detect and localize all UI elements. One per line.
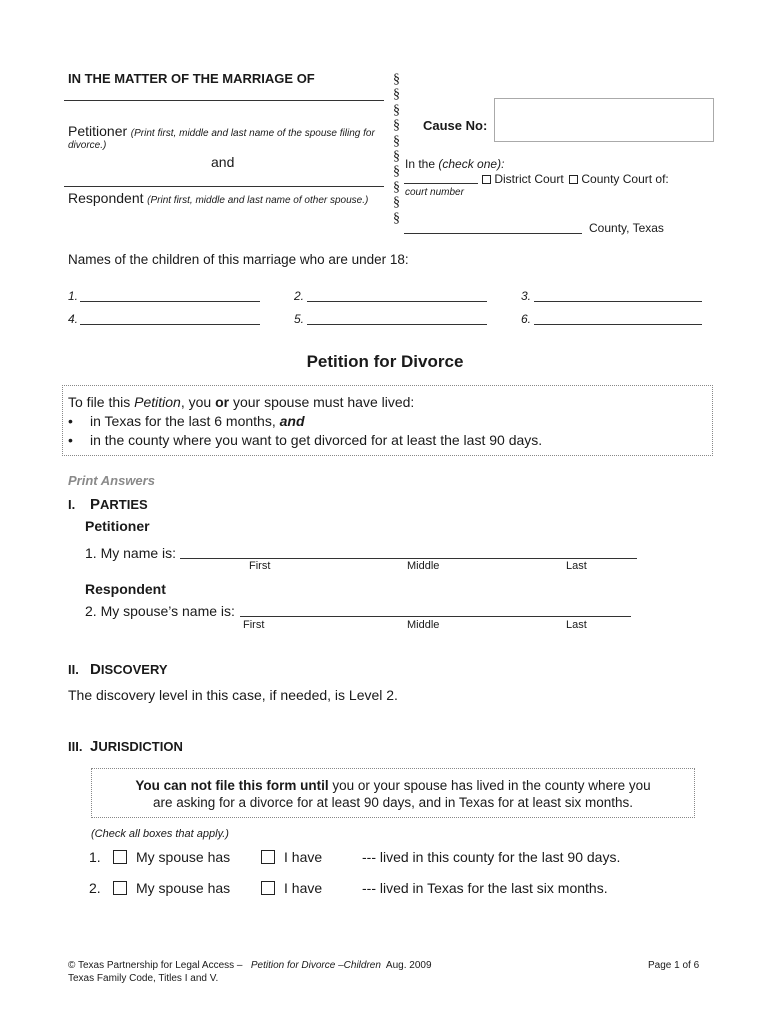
last-label: Last <box>566 560 587 572</box>
section-mark: § <box>393 210 400 226</box>
section-mark: § <box>393 87 400 103</box>
notice-and-word: and <box>279 413 305 429</box>
spouse-has-label: My spouse has <box>136 880 231 896</box>
section-mark: § <box>393 133 400 149</box>
my-name-line[interactable] <box>180 558 637 559</box>
notice-text: your spouse must have lived: <box>229 394 415 410</box>
respondent-label: Respondent <box>68 190 144 206</box>
petitioner-label: Petitioner <box>68 123 128 139</box>
in-the-text: In the <box>405 157 436 171</box>
court-number-label: court number <box>405 187 464 198</box>
my-name-label: 1. My name is: <box>85 545 177 561</box>
bullet-icon: • <box>68 432 73 448</box>
spouse-texas-checkbox[interactable] <box>113 881 127 896</box>
notice-text: To file this <box>68 394 135 410</box>
warning-line2: are asking for a divorce for at least 90 days, and in Texas for at least six months. <box>153 795 633 810</box>
notice-text: , you <box>180 394 216 410</box>
footer-line1 <box>68 960 432 971</box>
child-number: 6. <box>521 312 532 326</box>
i-texas-checkbox[interactable] <box>261 881 275 896</box>
cause-no-label: Cause No: <box>423 118 488 133</box>
bullet-icon: • <box>68 413 73 429</box>
respondent-heading: Respondent <box>85 581 166 597</box>
notice-line1 <box>68 394 414 410</box>
section-mark: § <box>393 149 400 165</box>
jurisdiction-row-number: 2. <box>89 880 101 896</box>
district-court-checkbox[interactable] <box>482 175 491 184</box>
respondent-label-row <box>68 190 368 206</box>
section-mark: § <box>393 195 400 211</box>
check-all-note: (Check all boxes that apply.) <box>91 828 229 840</box>
child-name-line[interactable] <box>80 324 260 325</box>
heading-rest: ARTIES <box>100 497 148 512</box>
and-text: and <box>211 154 235 170</box>
page-title: Petition for Divorce <box>306 352 464 371</box>
footer-code: Texas Family Code, Titles I and V. <box>68 973 219 984</box>
print-answers-label: Print Answers <box>68 473 155 488</box>
parties-heading <box>68 496 148 513</box>
matter-title: IN THE MATTER OF THE MARRIAGE OF <box>68 71 315 86</box>
warning-line1 <box>91 778 695 793</box>
section-mark: § <box>393 102 400 118</box>
footer-date: Aug. 2009 <box>385 960 432 971</box>
petitioner-hint: (Print first, middle and last name of the spouse filing for <box>130 128 375 139</box>
middle-label: Middle <box>407 619 440 631</box>
petitioner-label-row <box>68 123 375 139</box>
section-numeral: III. <box>68 739 83 754</box>
section-numeral: I. <box>68 497 76 512</box>
notice-or-word: or <box>215 394 230 410</box>
first-label: First <box>243 619 265 631</box>
jurisdiction-warning-box <box>91 768 695 818</box>
middle-label: Middle <box>407 560 440 572</box>
spouse-has-label: My spouse has <box>136 849 231 865</box>
child-number: 3. <box>521 289 532 303</box>
jurisdiction-heading <box>68 738 183 755</box>
section-numeral: II. <box>68 662 79 677</box>
child-name-line[interactable] <box>307 324 487 325</box>
warning-bold-text: You can not file this form until <box>135 778 329 793</box>
in-the-row <box>405 157 504 171</box>
county-texas-label: County, Texas <box>589 221 664 235</box>
i-have-label: I have <box>284 880 323 896</box>
section-mark: § <box>393 179 400 195</box>
child-number: 5. <box>294 312 305 326</box>
court-type-row <box>482 172 669 186</box>
county-court-label: County Court of: <box>581 172 669 186</box>
county-line[interactable] <box>404 233 582 234</box>
district-court-label: District Court <box>494 172 564 186</box>
child-name-line[interactable] <box>307 301 487 302</box>
children-heading: Names of the children of this marriage who are under 18: <box>68 252 409 267</box>
spouse-name-label: 2. My spouse’s name is: <box>85 603 235 619</box>
child-name-line[interactable] <box>534 324 702 325</box>
i-have-label: I have <box>284 849 323 865</box>
respondent-hint: (Print first, middle and last name of other spouse.) <box>147 195 369 206</box>
jurisdiction-row-number: 1. <box>89 849 101 865</box>
petitioner-name-line[interactable] <box>64 100 384 101</box>
spouse-county-checkbox[interactable] <box>113 850 127 865</box>
heading-cap: J <box>90 738 99 755</box>
footer-copyright: © Texas Partnership for Legal Access – <box>68 960 243 971</box>
child-name-line[interactable] <box>80 301 260 302</box>
page-number: Page 1 of 6 <box>648 960 700 971</box>
warning-text: you or your spouse has lived in the county where you <box>328 778 651 793</box>
last-label: Last <box>566 619 587 631</box>
notice-petition-word: Petition <box>134 394 181 410</box>
texas-residency-text: --- lived in Texas for the last six months. <box>362 880 608 896</box>
child-number: 2. <box>294 289 305 303</box>
section-mark: § <box>393 164 400 180</box>
notice-bullet-text: in the county where you want to get divorced for at least the last 90 days. <box>90 432 543 448</box>
child-number: 1. <box>68 289 79 303</box>
cause-no-field[interactable] <box>494 98 714 142</box>
i-county-checkbox[interactable] <box>261 850 275 865</box>
discovery-text: The discovery level in this case, if needed, is Level 2. <box>68 687 398 703</box>
respondent-name-line[interactable] <box>64 186 384 187</box>
petitioner-hint-cont: divorce.) <box>68 140 107 151</box>
section-mark: § <box>393 72 400 87</box>
county-court-checkbox[interactable] <box>569 175 578 184</box>
section-mark: § <box>393 118 400 134</box>
check-one-text: (check one): <box>438 157 505 171</box>
child-name-line[interactable] <box>534 301 702 302</box>
discovery-heading <box>68 661 168 678</box>
first-label: First <box>249 560 271 572</box>
heading-cap: P <box>90 496 101 513</box>
notice-bullet-1 <box>68 413 305 429</box>
child-number: 4. <box>68 312 79 326</box>
court-number-line[interactable] <box>404 183 478 184</box>
notice-bullet-2 <box>68 432 542 448</box>
petitioner-heading: Petitioner <box>85 518 150 534</box>
notice-bullet-text: in Texas for the last 6 months, <box>90 413 280 429</box>
heading-rest: URISDICTION <box>98 739 183 754</box>
heading-cap: D <box>90 661 101 678</box>
county-residency-text: --- lived in this county for the last 90 days. <box>362 849 621 865</box>
footer-form-name: Petition for Divorce –Children <box>250 960 381 971</box>
heading-rest: ISCOVERY <box>100 662 168 677</box>
section-marks <box>393 72 400 226</box>
spouse-name-line[interactable] <box>240 616 631 617</box>
